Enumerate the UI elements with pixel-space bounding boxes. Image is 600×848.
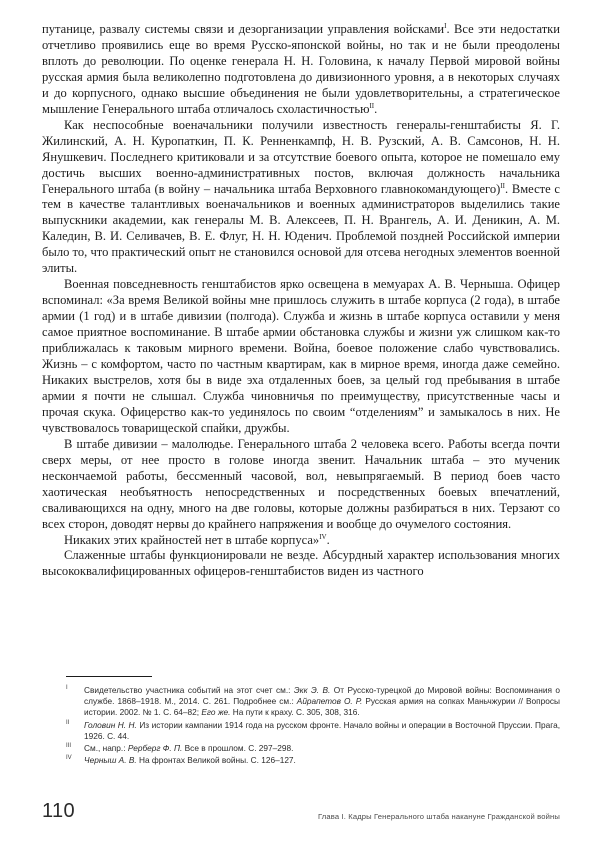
paragraph-1 [42,22,560,118]
footnote-author: Черныш А. В. [84,755,137,766]
footnote-text: На фронтах Великой войны. С. 126–127. [136,755,296,766]
footnote-ref-1[interactable]: I [444,21,447,30]
paragraph-1-text: путанице, развалу системы связи и дезорганизации управления войсками [42,22,445,36]
footnote-marker: II [66,719,70,726]
footnote-ref-4[interactable]: IV [319,532,327,541]
paragraph-2 [42,118,560,278]
page-footer [0,800,600,840]
paragraph-4: В штабе дивизии – малолюдье. Генерального штаба 2 человека всего. Работы всегда почти сверх меры, от нее просто в голове иногда звенит. Начальник штаба – это мученик нескончаемой работы, бессменный часовой, вол, невыпрягаемый. В период боев часто хаотическая необъятность непосредственных и посредственных боевых впечатлений, сваливающихся на одну, много на две головы, которые должны разбираться в них. Терзают со всех сторон, доводят нервы до крайнего напряжения и вообще до очумелого состояния. [42,436,560,531]
footnote-text: На пути к краху. С. 305, 308, 316. [230,707,360,718]
footnote-author: Рерберг Ф. П. [127,743,183,754]
footnote-marker: III [66,743,72,750]
footnote-separator-rule [66,676,152,677]
footnote-text: Из истории кампании 1914 года на русском фронте. Начало войны и операции в Восточной Пруссии. Прага, 1926. С. 44. [84,719,560,741]
paragraph-3: Военная повседневность генштабистов ярко освещена в мемуарах А. В. Черныша. Офицер вспоминал: «За время Великой войны мне пришлось служить в штабе корпуса (2 года), в штабе армии (1 год) и в штабе дивизии (полгода). Служба и жизнь в штабе корпуса оставили у меня самое приятное воспоминание. В штабе армии обстановка службы и жизни уж слишком как-то приближалась к таковым мирного времени. Война, боевое положение слабо чувствовались. Жизнь – с комфортом, часто по частным квартирам, как в мирное время, иногда даже семейно. Никаких выстрелов, хотя бы в виде эха отдаленных боев, за целый год пребывания в штабе армии я почти не слышал. Служба чиновничья по преимуществу, присутственные часы и прочая скука. Офицерство как-то уединялось по своим “отделениям” и замыкалось в них. Не чувствовалось товарищеской спайки, дружбы. [42,277,560,435]
footnote-block [66,676,560,767]
footnote-item [66,755,560,766]
paragraph-1-text-end: . [374,101,378,116]
footnote-ref-3[interactable]: II [500,181,505,190]
footnote-item [66,685,560,719]
footnote-item [66,720,560,742]
running-title: Глава I. Кадры Генерального штаба накануне Гражданской войны [317,812,560,821]
page-number: 110 [42,800,76,822]
footnote-text: См., напр.: [84,743,128,754]
footnote-body [84,755,296,765]
paragraph-2-text: Как неспособные военачальники получили известность генералы-генштабисты Я. Г. Жилинский, А. Н. Куропаткин, П. К. Ренненкампф, Н. В. Рузский, А. В. Самсонов, Н. Н. Янушкевич. Последнего критиковали и за отсутствие боевого опыта, которое не помешало ему достичь высших военно-административных постов, включая должность начальника Генерального штаба (в войну – начальника штаба Верховного главнокомандующего) [42,117,560,196]
footnote-text: Русская армия на сопках Маньчжурии // Вопросы истории. 2002. № 1. С. 64–82; [84,696,560,718]
paragraph-2-text-after: . Вместе с тем в качестве талантливых военачальников и военных администраторов выделились такие выпускники академии, как генералы М. В. Алексеев, П. Н. Врангель, А. И. Деникин, А. М. Каледин, В. И. Селивачев, В. Е. Флуг, Н. Н. Юденич. Проблемой поздней Российской империи было то, что практический опыт не становился основой для отсева негодных элементов военной элиты. [42,181,560,276]
footnote-ref-2[interactable]: II [369,101,375,110]
footnote-author: Его же. [201,707,231,718]
footnote-author: Головин Н. Н. [84,719,137,730]
footnote-marker: I [66,685,68,691]
footnote-body [84,685,560,717]
footnote-text: От Русско-турецкой до Мировой войны: Воспоминания о службе. 1868–1918. М., 2014. С. 261. Подробнее см.: [84,685,561,707]
paragraph-1-text-after: . Все эти недостатки отчетливо проявились еще во время Русско-японской войны, но так и не были преодолены вплоть до революции. По оценке генерала Н. Н. Головина, к началу Первой мировой войны русская армия была великолепно подготовлена до дивизионного уровня, а в некоторых случаях и до корпусного, однако высшие объединения не были удовлетворительны, а стратегическое мышление Генерального штаба отличалось схоластичностью [42,22,560,116]
footnote-author: Экк Э. В. [293,685,331,695]
paragraph-5-text: Никаких этих крайностей нет в штабе корпуса» [64,532,320,547]
footnote-marker: IV [66,755,72,762]
footnote-text: Все в прошлом. С. 297–298. [182,743,294,754]
paragraph-5-text-after: . [326,532,330,547]
footnote-body [84,743,293,753]
footnote-text: Свидетельство участника событий на этот счет см.: [84,685,294,695]
body-text-column [42,22,560,580]
footnote-item [66,743,560,754]
footnote-author: Айрапетов О. Р. [296,696,363,707]
paragraph-5 [42,533,560,549]
footnote-body [84,720,560,741]
paragraph-6: Слаженные штабы функционировали не везде. Абсурдный характер использования многих высококвалифицированных офицеров-генштабистов виден из частного [42,548,560,579]
